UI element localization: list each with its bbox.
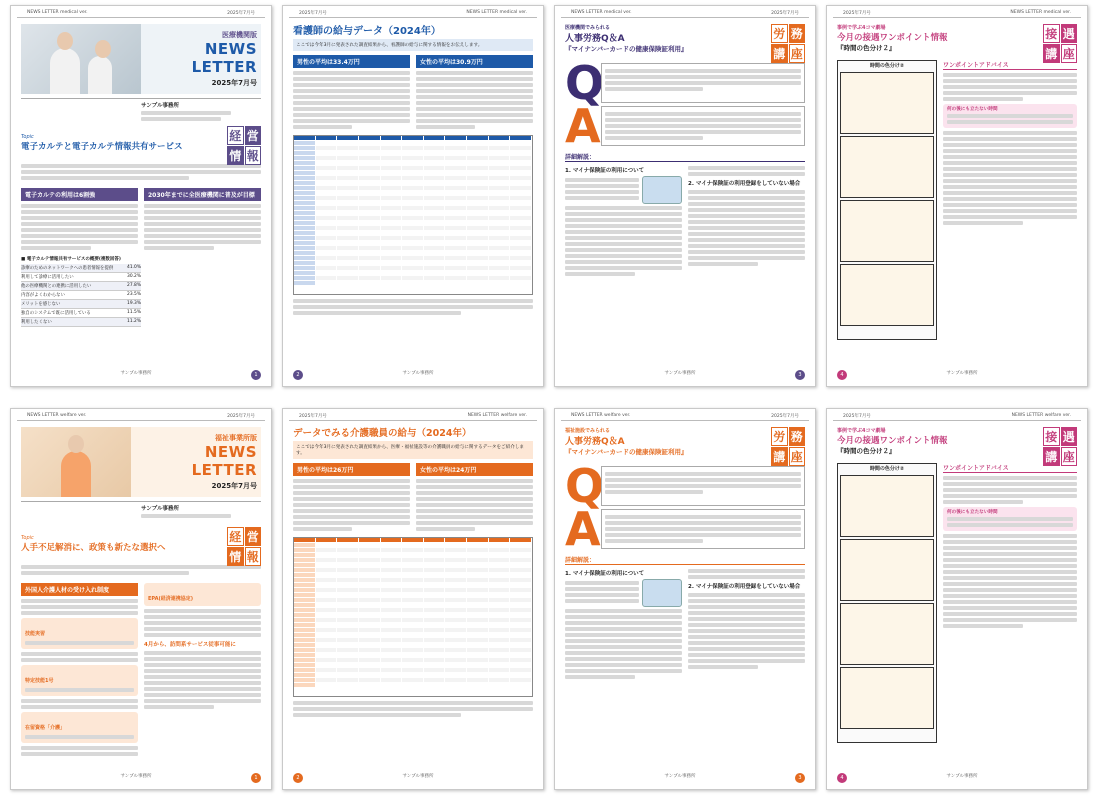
- caregiver-figure: [61, 451, 91, 497]
- comic-panel: [840, 539, 934, 601]
- header-tag: NEWS LETTER medical ver.: [571, 10, 632, 15]
- office-name: サンプル事務所: [141, 103, 180, 109]
- four-panel-comic: [837, 463, 937, 743]
- program-item: 技能実習: [21, 618, 138, 649]
- section-heading: 電子カルテの利用は6割強: [21, 188, 138, 201]
- masthead-title: NEWS LETTER: [191, 443, 257, 479]
- page-subtitle: 『時間の色分け２』: [837, 44, 896, 52]
- hospitality-lecture-stamp: 接 遇 講 座: [1043, 427, 1077, 461]
- header-tag: NEWS LETTER medical ver.: [27, 10, 88, 15]
- page-title: 今月の接遇ワンポイント情報: [837, 436, 948, 446]
- section-heading: 1. マイナ保険証の利用について: [565, 571, 645, 577]
- office-name: サンプル事務所: [141, 506, 180, 512]
- mynumber-card-image: [642, 176, 682, 204]
- comic-panel: [840, 72, 934, 134]
- header-tag: NEWS LETTER welfare ver.: [1011, 413, 1071, 418]
- header-issue: 2025年7月号: [843, 11, 871, 16]
- male-average-heading: 男性の平均は26万円: [293, 463, 410, 476]
- survey-row: [21, 300, 141, 309]
- comic-panel: [840, 200, 934, 262]
- page-number: 4: [837, 370, 847, 380]
- comic-panel: [840, 667, 934, 729]
- survey-row: [21, 309, 141, 318]
- advice-callout: 何の後にも立たない時間: [943, 507, 1077, 531]
- newsletter-page-hospitality-comic-welfare[interactable]: [826, 408, 1088, 790]
- category-label: 医療機関版: [222, 31, 257, 39]
- comic-title: 時間の色分け②: [869, 466, 905, 472]
- survey-row-label: 内容がよくわからない: [21, 293, 65, 298]
- detail-heading: 詳細解説：: [565, 152, 805, 162]
- page-number: 3: [795, 773, 805, 783]
- category-label: 福祉事業所版: [215, 434, 257, 442]
- header-issue: 2025年7月号: [771, 11, 799, 16]
- header-issue: 2025年7月号: [227, 11, 255, 16]
- advice-callout: 何の後にも立たない時間: [943, 104, 1077, 128]
- program-item: 特定技能1号: [21, 665, 138, 696]
- survey-row-label: メリットを感じない: [21, 302, 61, 307]
- program-item: 在留資格「介護」: [21, 712, 138, 743]
- hr-lecture-stamp: 労 務 講 座: [771, 427, 805, 461]
- page-title: 今月の接遇ワンポイント情報: [837, 33, 948, 43]
- question-mark-q: Q: [565, 459, 605, 513]
- survey-row-label: 他の医療機関との連携に活用したい: [21, 284, 92, 289]
- survey-row-label: 診療のためのネットワークへの患者情報を提供: [21, 266, 114, 271]
- survey-row-value: 30.2%: [127, 274, 141, 279]
- topic-title: 電子カルテと電子カルテ情報共有サービス: [21, 142, 183, 152]
- newsletter-page-hr-qa-medical[interactable]: [554, 5, 816, 387]
- survey-row-value: 41.0%: [127, 265, 141, 270]
- doctor-figure: [50, 48, 80, 94]
- masthead-issue: 2025年7月号: [211, 482, 257, 490]
- comic-panel: [840, 475, 934, 537]
- header-issue: 2025年7月号: [771, 414, 799, 419]
- survey-row: [21, 318, 141, 327]
- eyebrow: 事例で学ぶ4コマ劇場: [837, 25, 886, 31]
- header-tag: NEWS LETTER welfare ver.: [571, 413, 631, 418]
- survey-row-label: 利用して診療に活用したい: [21, 275, 74, 280]
- header-tag: NEWS LETTER welfare ver.: [467, 413, 527, 418]
- lead-text: ここでは今年3月に発表された調査結果から、看護師の給与に関する情報をお伝えします。: [293, 39, 533, 51]
- newsletter-page-welfare-cover[interactable]: [10, 408, 272, 790]
- section-heading: 2030年までに全医療機関に普及が目標: [144, 188, 261, 201]
- footer-office: サンプル事務所: [664, 371, 696, 376]
- page-title: 人事労務Q＆A: [565, 437, 625, 447]
- section-heading: 外国人介護人材の受け入れ制度: [21, 583, 138, 596]
- four-panel-comic: [837, 60, 937, 340]
- page-title: 看護師の給与データ（2024年）: [293, 26, 441, 37]
- mynumber-card-image: [642, 579, 682, 607]
- comic-panel: [840, 264, 934, 326]
- header-issue: 2025年7月号: [843, 414, 871, 419]
- topic-label: Topic: [21, 134, 34, 140]
- hr-lecture-stamp: 労 務 講 座: [771, 24, 805, 58]
- masthead-issue: 2025年7月号: [211, 79, 257, 87]
- lead-text: ここでは今年3月に発表された調査結果から、医療・福祉施設等の介護職員の給与に関するデータをご紹介します。: [293, 441, 533, 459]
- answer-mark-a: A: [565, 502, 601, 556]
- footer-office: サンプル事務所: [946, 371, 978, 376]
- footer-office: サンプル事務所: [120, 774, 152, 779]
- page-number: 3: [795, 370, 805, 380]
- masthead-title: NEWS LETTER: [191, 40, 257, 76]
- salary-table: [293, 537, 533, 697]
- survey-row-label: 独自のシステムで既に活用している: [21, 311, 91, 316]
- survey-row: [21, 282, 141, 291]
- eyebrow: 事例で学ぶ4コマ劇場: [837, 428, 886, 434]
- page-number: 2: [293, 773, 303, 783]
- page-subtitle: 『マイナンバーカードの健康保険証利用』: [565, 448, 688, 456]
- doctor-figure: [88, 56, 112, 94]
- answer-mark-a: A: [565, 99, 601, 153]
- hospitality-lecture-stamp: 接 遇 講 座: [1043, 24, 1077, 58]
- caregiver-photo: [21, 427, 131, 497]
- question-mark-q: Q: [565, 56, 605, 110]
- topic-title: 人手不足解消に、政策も新たな選択へ: [21, 543, 166, 553]
- footer-office: サンプル事務所: [946, 774, 978, 779]
- header-issue: 2025年7月号: [299, 11, 327, 16]
- program-item: EPA(経済連携協定): [144, 583, 261, 606]
- comic-title: 時間の色分け②: [869, 63, 905, 69]
- header-tag: NEWS LETTER welfare ver.: [27, 413, 87, 418]
- salary-table: [293, 135, 533, 295]
- section-heading: 4月から、訪問系サービス従事可能に: [144, 642, 236, 648]
- footer-office: サンプル事務所: [402, 371, 434, 376]
- topic-label: Topic: [21, 535, 34, 541]
- comic-panel: [840, 136, 934, 198]
- table-row: [294, 281, 532, 286]
- advice-heading: ワンポイントアドバイス: [943, 60, 1077, 70]
- section-heading: 1. マイナ保険証の利用について: [565, 168, 645, 174]
- page-number: 4: [837, 773, 847, 783]
- survey-row-value: 27.8%: [127, 283, 141, 288]
- eyebrow: 医療機関でみられる: [565, 25, 611, 31]
- page-number: 1: [251, 773, 261, 783]
- survey-row-value: 11.5%: [127, 310, 141, 315]
- survey-row-value: 11.2%: [127, 319, 141, 324]
- doctor-photo: [21, 24, 141, 94]
- survey-row: [21, 264, 141, 273]
- survey-table: [21, 256, 141, 327]
- eyebrow: 福祉施設でみられる: [565, 428, 611, 434]
- comic-panel: [840, 603, 934, 665]
- female-average-heading: 女性の平均は30.9万円: [416, 55, 533, 68]
- newsletter-page-medical-cover[interactable]: [10, 5, 272, 387]
- management-info-stamp: 経 営 情 報: [227, 126, 261, 160]
- header-tag: NEWS LETTER medical ver.: [1010, 10, 1071, 15]
- page-number: 1: [251, 370, 261, 380]
- page-title: 人事労務Q＆A: [565, 34, 625, 44]
- newsletter-page-nurse-salary[interactable]: [282, 5, 544, 387]
- header-issue: 2025年7月号: [299, 414, 327, 419]
- newsletter-page-care-worker-salary[interactable]: [282, 408, 544, 790]
- detail-heading: 詳細解説：: [565, 555, 805, 565]
- footer-office: サンプル事務所: [120, 371, 152, 376]
- header-tag: NEWS LETTER medical ver.: [466, 10, 527, 15]
- header-issue: 2025年7月号: [227, 414, 255, 419]
- survey-row: [21, 273, 141, 282]
- page-subtitle: 『時間の色分け２』: [837, 447, 896, 455]
- page-title: データでみる介護職員の給与（2024年）: [293, 428, 472, 439]
- male-average-heading: 男性の平均は33.4万円: [293, 55, 410, 68]
- survey-row-label: 利用したくない: [21, 320, 52, 325]
- newsletter-page-hospitality-comic-medical[interactable]: [826, 5, 1088, 387]
- page-number: 2: [293, 370, 303, 380]
- footer-office: サンプル事務所: [664, 774, 696, 779]
- survey-row-value: 19.3%: [127, 301, 141, 306]
- section-heading: 2. マイナ保険証の利用登録をしていない場合: [688, 584, 801, 590]
- table-row: [294, 683, 532, 688]
- footer-office: サンプル事務所: [402, 774, 434, 779]
- section-heading: 2. マイナ保険証の利用登録をしていない場合: [688, 181, 801, 187]
- advice-heading: ワンポイントアドバイス: [943, 463, 1077, 473]
- survey-table-title: ■ 電子カルテ情報共有サービスの概要(複数回答): [21, 257, 121, 262]
- management-info-stamp: 経 営 情 報: [227, 527, 261, 561]
- female-average-heading: 女性の平均は24万円: [416, 463, 533, 476]
- newsletter-page-hr-qa-welfare[interactable]: [554, 408, 816, 790]
- page-subtitle: 『マイナンバーカードの健康保険証利用』: [565, 45, 688, 53]
- survey-row: [21, 291, 141, 300]
- survey-row-value: 23.5%: [127, 292, 141, 297]
